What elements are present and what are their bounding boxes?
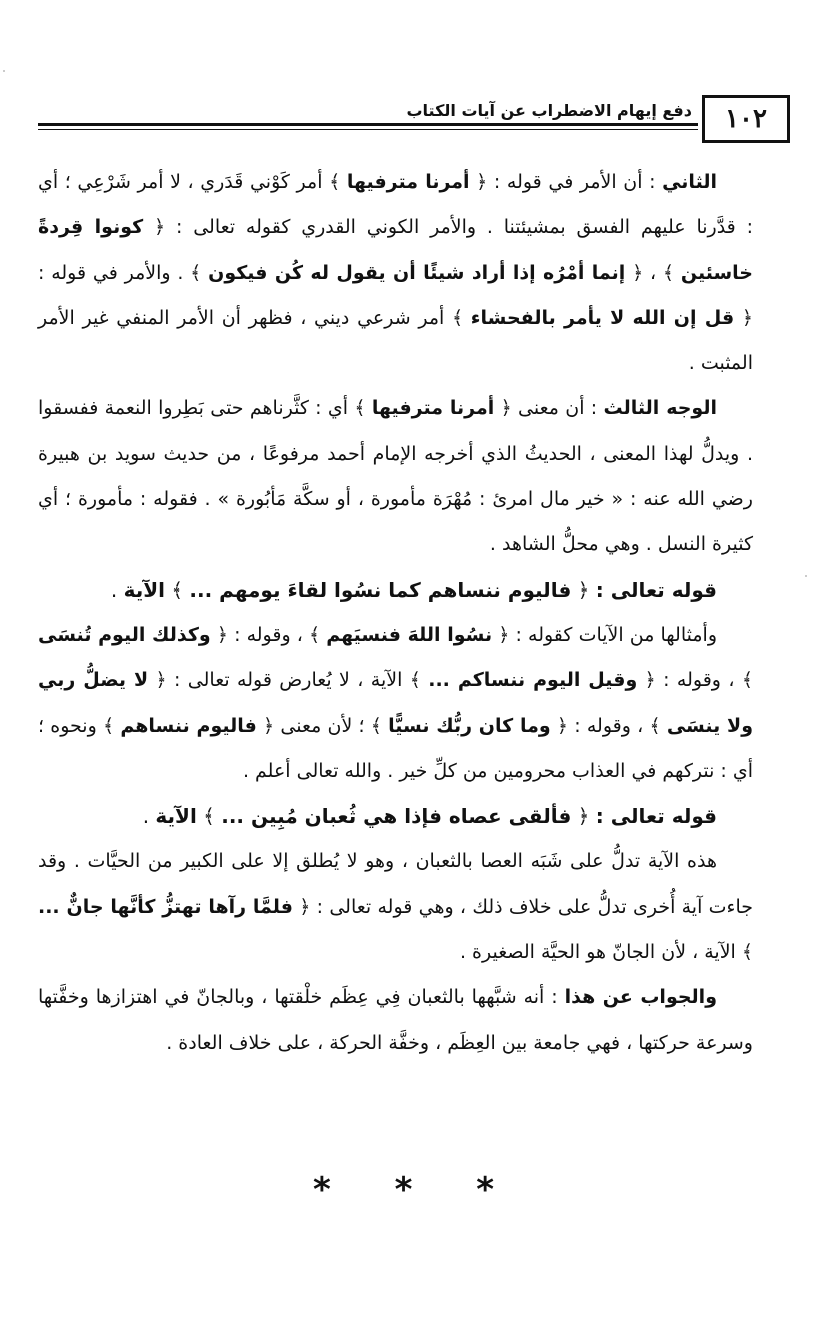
text-run: . [142,804,156,829]
page-number: ١٠٢ [702,95,790,143]
text-run: ﴾ أمر كَوْني قَدَري ، لا أمر شَرْعِي ؛ أي : قدَّرنا عليهم الفسق بمشيئتنا . والأمر الكوني القدري كقوله تعالى : ﴿ [38,171,753,239]
quran-quote: فلمَّا رآها تهتزُّ كأنَّها جانٌّ ... [38,895,293,918]
text-run: ﴾ أمر شرعي ديني ، فظهر أن الأمر المنفي غير الأمر المثبت . [38,306,753,375]
heading-tail: الآية [123,577,165,602]
section-heading-staff [38,794,753,839]
text-run: ﴿ [571,804,596,829]
text-run: ﴾ ، وقوله : ﴿ [210,623,327,646]
text-run: هذه الآية تدلُّ على شَبَه العصا بالثعبان ، وهو لا يُطلق إلا على الكبير من الحيَّات . وقد جاءت آية أُخرى تدلُّ على خلاف ذلك ، وهي قوله تعالى : ﴿ [38,850,753,918]
header-rule-thin [38,129,698,130]
text-run: ﴾ الآية ، لأن الجانّ هو الحيَّة الصغيرة . [459,941,753,964]
paragraph-lead: الثاني [662,171,717,193]
quran-quote: وما كان ربُّك نسيًّا [388,714,551,737]
quran-quote: فألقى عصاه فإذا هي ثُعبان مُبِين ... [221,804,572,829]
text-run: ﴾ [164,577,190,602]
header-rule-thick [38,123,698,126]
text-run: : أن الأمر في قوله : ﴿ [469,171,663,193]
paragraph-third-answer [38,386,753,567]
paragraph-forgetting-discussion [38,613,753,794]
quran-quote: قل إن الله لا يأمر بالفحشاء [470,306,735,329]
paragraph-second-answer [38,160,753,386]
body-text [38,160,753,1066]
text-run: وأمثالها من الآيات كقوله : ﴿ [492,623,718,646]
text-run: ﴾ ، وقوله : ﴿ [550,714,667,737]
page-header [38,95,790,147]
text-run: : أن معنى ﴿ [494,397,604,420]
quran-quote: أمرنا مترفيها [346,171,470,193]
paragraph-staff-problem [38,839,753,975]
quran-quote: وقيل اليوم ننساكم ... [428,669,638,692]
text-run: ﴾ ونحوه ؛ أي : نتركهم في العذاب محرومين من كلِّ خير . والله تعالى أعلم . [38,714,753,782]
text-run: . [110,577,124,602]
section-separator: * * * [312,1170,520,1210]
heading-lead: قوله تعالى : [595,577,717,602]
heading-tail: الآية [155,804,197,829]
quran-quote: أمرنا مترفيها [371,397,495,420]
text-run: ﴾ . والأمر في قوله : ﴿ [38,261,753,329]
paragraph-lead: الوجه الثالث [603,397,717,420]
text-run: ﴾ ؛ لأن معنى ﴿ [256,714,389,737]
paragraph-staff-answer [38,975,753,1066]
quran-quote: فاليوم ننساهم كما نسُوا لقاءَ يومهم ... [189,577,572,602]
section-heading-forgetting [38,568,753,613]
text-run: ﴾ ، ﴿ [625,261,681,284]
scan-speck [3,70,5,72]
text-run: ﴾ الآية ، لا يُعارض قوله تعالى : ﴿ [148,669,429,692]
text-run: ﴿ [571,577,596,602]
quran-quote: إنما أمْرُه إذا أراد شيئًا أن يقول له كُن فيكون [208,261,626,284]
quran-quote: وكذلك اليوم تُنسَى [38,623,211,646]
scan-speck [805,575,807,577]
quran-quote: كونوا قِردةً خاسئين [38,216,753,284]
text-run: ﴾ ، وقوله : ﴿ [637,669,753,692]
running-title: دفع إيهام الاضطراب عن آيات الكتاب [406,101,692,120]
quran-quote: لا يضلُّ ربي ولا ينسَى [38,669,754,737]
quran-quote: فاليوم ننساهم [120,714,257,737]
heading-lead: قوله تعالى : [595,804,717,829]
text-run: : أنه شبَّهها بالثعبان فِي عِظَم خلْقتها ، وبالجانّ في اهتزازها وخفَّتها وسرعة حركتها ، فهي جامعة بين العِظَم ، وخفَّة الحركة ، على خلاف العادة . [38,986,753,1054]
text-run: ﴾ [196,804,222,829]
quran-quote: نسُوا اللهَ فنسيَهم [326,623,493,646]
paragraph-lead: والجواب عن هذا [564,986,718,1009]
text-run: ﴾ أي : كثَّرناهم حتى بَطِروا النعمة ففسقوا . ويدلُّ لهذا المعنى ، الحديثُ الذي أخرجه الإمام أحمد مرفوعًا ، من حديث سويد بن هبيرة رضي الله عنه : « خير مال امرئ : مُهْرَة مأمورة ، أو سكَّة مَأبُورة » . فقوله : مأمورة ؛ أي كثيرة النسل . وهي محلُّ الشاهد . [38,397,753,556]
